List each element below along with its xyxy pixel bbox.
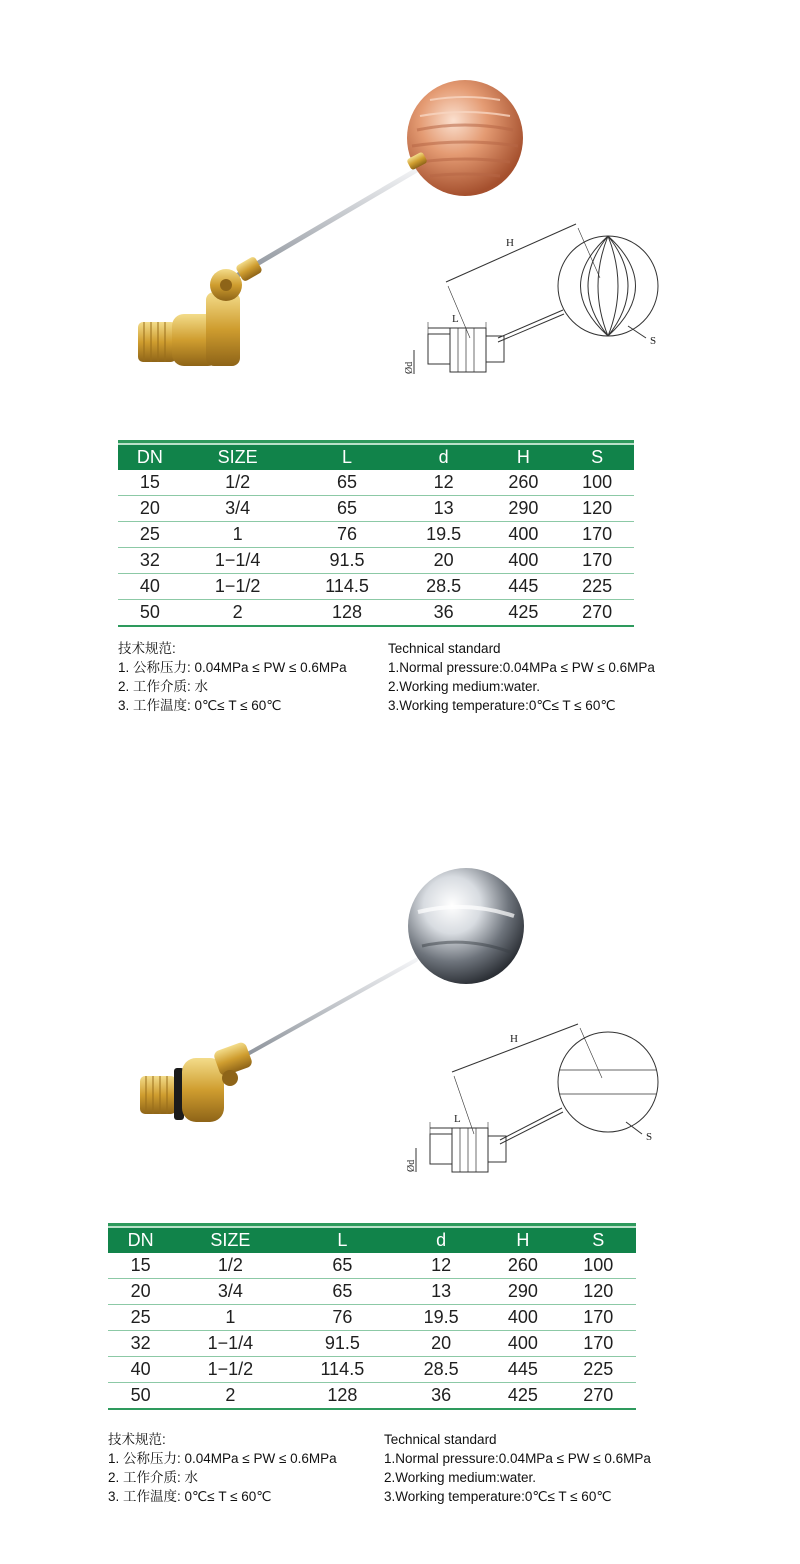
col-d: d bbox=[401, 444, 487, 470]
table-row bbox=[108, 1305, 636, 1331]
copper-float-valve-drawing bbox=[388, 218, 680, 388]
table-row bbox=[118, 574, 634, 600]
cell: 1−1/2 bbox=[173, 1357, 287, 1383]
notes-cn-item1: 1. 公称压力: 0.04MPa ≤ PW ≤ 0.6MPa bbox=[118, 660, 347, 675]
cell: 19.5 bbox=[401, 522, 487, 548]
col-s: S bbox=[561, 1227, 636, 1253]
cell: 2 bbox=[173, 1383, 287, 1410]
cell: 20 bbox=[118, 496, 182, 522]
drawing-l-label: L bbox=[452, 313, 459, 325]
cell: 128 bbox=[293, 600, 400, 627]
cell: 15 bbox=[118, 470, 182, 496]
cell: 3/4 bbox=[173, 1279, 287, 1305]
notes-cn-copper bbox=[118, 639, 347, 715]
cell: 20 bbox=[401, 548, 487, 574]
cell: 28.5 bbox=[397, 1357, 485, 1383]
notes-en-copper bbox=[388, 639, 655, 715]
drawing-h-label: H bbox=[510, 1033, 518, 1045]
notes-en-item1: 1.Normal pressure:0.04MPa ≤ PW ≤ 0.6MPa bbox=[388, 660, 655, 675]
table-row bbox=[118, 600, 634, 627]
col-h: H bbox=[485, 1227, 560, 1253]
cell: 25 bbox=[108, 1305, 173, 1331]
notes-en-item2: 2.Working medium:water. bbox=[384, 1470, 537, 1485]
notes-cn-item2: 2. 工作介质: 水 bbox=[118, 679, 209, 694]
drawing-s-label: S bbox=[650, 335, 657, 347]
col-h: H bbox=[487, 444, 561, 470]
notes-en-item3: 3.Working temperature:0℃≤ T ≤ 60℃ bbox=[388, 698, 616, 713]
drawing-s-label: S bbox=[646, 1131, 653, 1143]
cell: 91.5 bbox=[293, 548, 400, 574]
cell: 36 bbox=[401, 600, 487, 627]
spec-table-copper bbox=[118, 440, 634, 627]
cell: 91.5 bbox=[288, 1331, 398, 1357]
col-dn: DN bbox=[118, 444, 182, 470]
cell: 120 bbox=[561, 1279, 636, 1305]
cell: 28.5 bbox=[401, 574, 487, 600]
cell: 13 bbox=[397, 1279, 485, 1305]
drawing-d-label: Ød bbox=[404, 361, 415, 374]
cell: 40 bbox=[118, 574, 182, 600]
cell: 425 bbox=[487, 600, 561, 627]
cell: 260 bbox=[485, 1253, 560, 1279]
cell: 128 bbox=[288, 1383, 398, 1410]
drawing-d-label: Ød bbox=[406, 1159, 417, 1172]
cell: 114.5 bbox=[288, 1357, 398, 1383]
col-size: SIZE bbox=[182, 444, 294, 470]
col-l: L bbox=[293, 444, 400, 470]
spec-table-stainless bbox=[108, 1223, 636, 1410]
col-d: d bbox=[397, 1227, 485, 1253]
cell: 270 bbox=[561, 1383, 636, 1410]
table-row bbox=[118, 470, 634, 496]
cell: 25 bbox=[118, 522, 182, 548]
cell: 114.5 bbox=[293, 574, 400, 600]
cell: 400 bbox=[487, 548, 561, 574]
cell: 65 bbox=[293, 470, 400, 496]
table-row bbox=[108, 1357, 636, 1383]
cell: 425 bbox=[485, 1383, 560, 1410]
notes-en-title: Technical standard bbox=[388, 641, 501, 656]
copper-float-valve-section bbox=[0, 0, 800, 780]
cell: 290 bbox=[485, 1279, 560, 1305]
col-size: SIZE bbox=[173, 1227, 287, 1253]
col-s: S bbox=[560, 444, 634, 470]
cell: 170 bbox=[561, 1331, 636, 1357]
cell: 19.5 bbox=[397, 1305, 485, 1331]
cell: 40 bbox=[108, 1357, 173, 1383]
table-row bbox=[118, 522, 634, 548]
table-row bbox=[118, 496, 634, 522]
cell: 400 bbox=[485, 1331, 560, 1357]
col-l: L bbox=[288, 1227, 398, 1253]
cell: 65 bbox=[288, 1253, 398, 1279]
col-dn: DN bbox=[108, 1227, 173, 1253]
cell: 76 bbox=[288, 1305, 398, 1331]
cell: 100 bbox=[561, 1253, 636, 1279]
cell: 3/4 bbox=[182, 496, 294, 522]
cell: 290 bbox=[487, 496, 561, 522]
cell: 15 bbox=[108, 1253, 173, 1279]
table-row bbox=[108, 1331, 636, 1357]
notes-cn-item1: 1. 公称压力: 0.04MPa ≤ PW ≤ 0.6MPa bbox=[108, 1451, 337, 1466]
cell: 32 bbox=[108, 1331, 173, 1357]
stainless-float-valve-section bbox=[0, 790, 800, 1560]
cell: 170 bbox=[560, 548, 634, 574]
cell: 445 bbox=[485, 1357, 560, 1383]
cell: 32 bbox=[118, 548, 182, 574]
notes-cn-title: 技术规范: bbox=[108, 1432, 166, 1447]
cell: 270 bbox=[560, 600, 634, 627]
cell: 1−1/4 bbox=[173, 1331, 287, 1357]
notes-cn-item3: 3. 工作温度: 0℃≤ T ≤ 60℃ bbox=[108, 1489, 272, 1504]
cell: 1 bbox=[182, 522, 294, 548]
drawing-l-label: L bbox=[454, 1113, 461, 1125]
cell: 65 bbox=[288, 1279, 398, 1305]
cell: 170 bbox=[561, 1305, 636, 1331]
notes-en-item1: 1.Normal pressure:0.04MPa ≤ PW ≤ 0.6MPa bbox=[384, 1451, 651, 1466]
table-row bbox=[108, 1383, 636, 1410]
notes-en-item3: 3.Working temperature:0℃≤ T ≤ 60℃ bbox=[384, 1489, 612, 1504]
cell: 65 bbox=[293, 496, 400, 522]
notes-en-title: Technical standard bbox=[384, 1432, 497, 1447]
notes-cn-stainless bbox=[108, 1430, 337, 1506]
cell: 50 bbox=[118, 600, 182, 627]
cell: 20 bbox=[397, 1331, 485, 1357]
notes-cn-item2: 2. 工作介质: 水 bbox=[108, 1470, 199, 1485]
table-row bbox=[108, 1279, 636, 1305]
cell: 1−1/2 bbox=[182, 574, 294, 600]
cell: 20 bbox=[108, 1279, 173, 1305]
cell: 76 bbox=[293, 522, 400, 548]
cell: 445 bbox=[487, 574, 561, 600]
cell: 400 bbox=[487, 522, 561, 548]
table-row bbox=[118, 548, 634, 574]
notes-cn-item3: 3. 工作温度: 0℃≤ T ≤ 60℃ bbox=[118, 698, 282, 713]
cell: 36 bbox=[397, 1383, 485, 1410]
cell: 1 bbox=[173, 1305, 287, 1331]
cell: 400 bbox=[485, 1305, 560, 1331]
notes-en-item2: 2.Working medium:water. bbox=[388, 679, 541, 694]
notes-cn-title: 技术规范: bbox=[118, 641, 176, 656]
cell: 170 bbox=[560, 522, 634, 548]
cell: 12 bbox=[401, 470, 487, 496]
stainless-float-valve-drawing bbox=[390, 1022, 682, 1182]
cell: 225 bbox=[561, 1357, 636, 1383]
cell: 100 bbox=[560, 470, 634, 496]
cell: 13 bbox=[401, 496, 487, 522]
table-row bbox=[108, 1253, 636, 1279]
cell: 1−1/4 bbox=[182, 548, 294, 574]
notes-en-stainless bbox=[384, 1430, 651, 1506]
cell: 120 bbox=[560, 496, 634, 522]
cell: 225 bbox=[560, 574, 634, 600]
cell: 2 bbox=[182, 600, 294, 627]
cell: 1/2 bbox=[182, 470, 294, 496]
cell: 50 bbox=[108, 1383, 173, 1410]
cell: 12 bbox=[397, 1253, 485, 1279]
drawing-h-label: H bbox=[506, 237, 514, 249]
cell: 1/2 bbox=[173, 1253, 287, 1279]
cell: 260 bbox=[487, 470, 561, 496]
